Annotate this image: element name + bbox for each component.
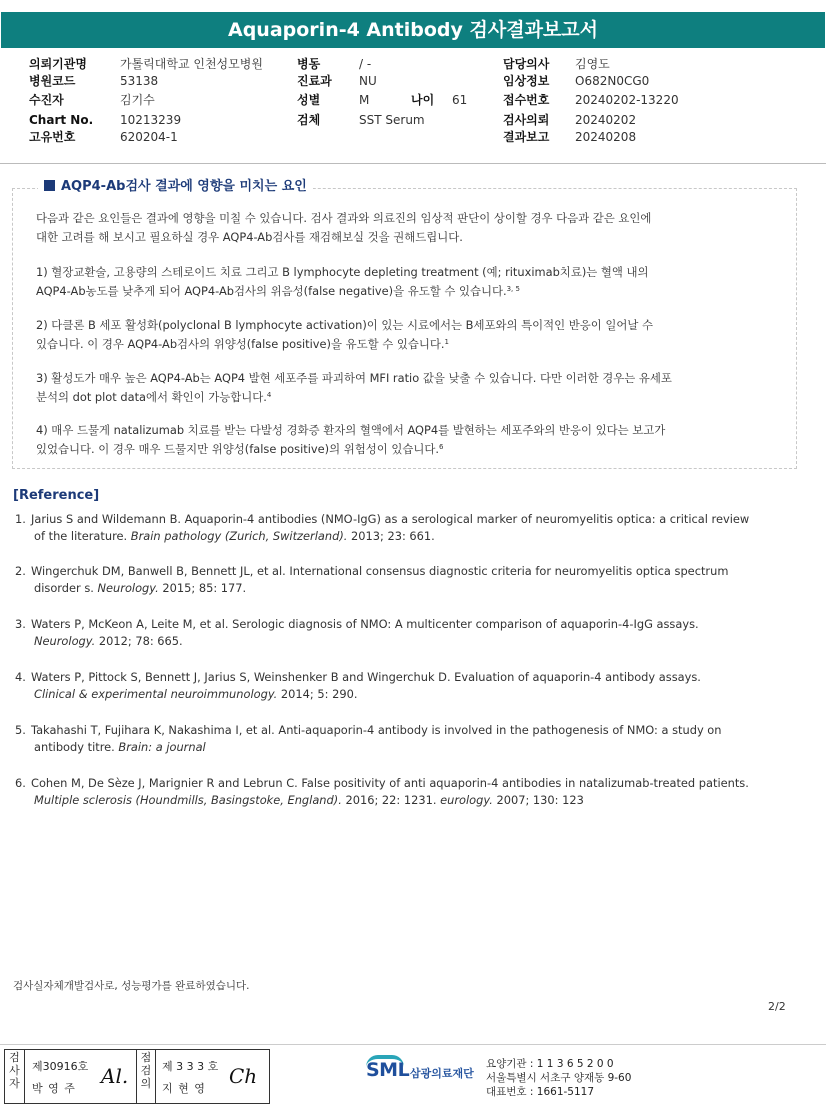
checker-label-text: 점검의 (140, 1051, 152, 1090)
info-label: 검사의뢰 (503, 113, 550, 127)
examiner-label-text: 검사자 (9, 1051, 20, 1090)
org-name: 삼광의료재단 (410, 1067, 474, 1080)
examiner-signature: Al. (101, 1064, 129, 1088)
info-col1 (29, 56, 263, 146)
text-line: 2) 다클론 B 세포 활성화(polyclonal B lymphocyte activation)이 있는 시료에서는 B세포와의 특이적인 반응이 일어날 수 (36, 318, 653, 332)
phone: 대표번호 : 1661-5117 (486, 1086, 595, 1098)
ref-line: Cohen M, De Sèze J, Marignier R and Lebrun C. False positivity of anti aquaporin-4 antibodies in natalizumab-treated patients. (31, 776, 749, 790)
citation-sup: 6 (438, 443, 444, 451)
ref-num: 5. (15, 723, 26, 737)
info-value: 53138 (120, 74, 159, 88)
ref-text: 2014; 5: 290. (280, 687, 358, 701)
info-value: 20240202 (575, 113, 637, 127)
ref-text: 2012; 78: 665. (98, 634, 183, 648)
ref-text: of the literature. (34, 529, 128, 543)
ref-text: 2013; 23: 661. (351, 529, 435, 543)
factors-intro (36, 209, 792, 247)
factor-2 (36, 316, 792, 354)
info-label: 접수번호 (503, 93, 550, 107)
checker-signature: Ch (229, 1064, 258, 1088)
info-value: O682N0CG0 (575, 74, 650, 88)
examiner-license: 제30916호 (32, 1060, 89, 1073)
info-value: NU (359, 74, 377, 88)
ref-text: antibody titre. (34, 740, 115, 754)
reference-item (15, 722, 805, 756)
reference-item (15, 616, 805, 650)
ref-journal: Brain pathology (Zurich, Switzerland). (130, 529, 348, 543)
sml-logo (364, 1055, 484, 1095)
info-value: M (359, 93, 370, 107)
info-value: 김영도 (575, 57, 610, 71)
checker-name: 지 현 영 (162, 1082, 206, 1095)
ref-num: 6. (15, 776, 26, 790)
factors-title (38, 178, 313, 196)
text-line: 3) 활성도가 매우 높은 AQP4-Ab는 AQP4 발현 세포주를 파괴하여 MFI ratio 값을 낮출 수 있습니다. 다만 이러한 경우는 유세포 (36, 371, 672, 385)
validation-note: 검사실자체개발검사로, 성능평가를 완료하였습니다. (13, 980, 250, 992)
info-label: 진료과 (297, 74, 332, 88)
ref-text: disorder s. (34, 581, 94, 595)
text-line: 있습니다. 이 경우 AQP4-Ab검사의 위양성(false positive)을 유도할 수 있습니다. (36, 337, 445, 351)
checker-label (136, 1050, 156, 1103)
info-value: 가톨릭대학교 인천성모병원 (120, 57, 263, 71)
age-label: 나이 (411, 93, 435, 107)
care-org-number: 요양기관 : 1 1 3 6 5 2 0 0 (486, 1058, 614, 1070)
info-label: 결과보고 (503, 130, 550, 144)
reference-item (15, 775, 805, 809)
factor-4 (36, 421, 792, 459)
info-col2 (297, 56, 467, 129)
ref-text: 2016; 22: 1231. (345, 793, 437, 807)
info-value: 20240202-13220 (575, 93, 679, 107)
info-label: 수진자 (29, 93, 64, 107)
info-label: 병동 (297, 57, 321, 71)
reference-item (15, 511, 805, 545)
ref-num: 2. (15, 564, 26, 578)
page-number: 2/2 (768, 1000, 786, 1013)
examiner-name: 박 영 주 (32, 1082, 76, 1095)
info-label: 의뢰기관명 (29, 57, 87, 71)
age-value: 61 (452, 93, 468, 107)
ref-line: Jarius S and Wildemann B. Aquaporin-4 antibodies (NMO-IgG) as a serological marker of neuromyelitis optica: a critical review (31, 512, 750, 526)
ref-journal: Multiple sclerosis (Houndmills, Basingstoke, England). (34, 793, 342, 807)
citation-sup: 1 (444, 338, 449, 346)
citation-sup: 4 (266, 391, 272, 399)
ref-journal: Clinical & experimental neuroimmunology. (34, 687, 278, 701)
logo-text: SML (366, 1059, 410, 1081)
ref-journal: Neurology. (97, 581, 159, 595)
text-line: 4) 매우 드물게 natalizumab 치료를 받는 다발성 경화증 환자의 혈액에서 AQP4를 발현하는 세포주와의 반응이 있다는 보고가 (36, 423, 666, 437)
info-label: 병원코드 (29, 74, 76, 88)
info-value: / - (359, 57, 372, 71)
info-label: Chart No. (29, 113, 94, 127)
info-value: SST Serum (359, 113, 425, 127)
reference-heading: [Reference] (13, 488, 100, 503)
ref-num: 3. (15, 617, 26, 631)
footer-address (486, 1057, 631, 1099)
ref-text: 2007; 130: 123 (496, 793, 584, 807)
info-value: 10213239 (120, 113, 182, 127)
ref-num: 1. (15, 512, 26, 526)
ref-num: 4. (15, 670, 26, 684)
header-divider (0, 163, 826, 164)
text-line: AQP4-Ab농도를 낮추게 되어 AQP4-Ab검사의 위음성(false negative)을 유도할 수 있습니다. (36, 284, 507, 298)
info-label: 성별 (297, 93, 321, 107)
ref-text: 2015; 85: 177. (162, 581, 247, 595)
citation-sup: 3, 5 (506, 285, 520, 293)
text-line: 분석의 dot plot data에서 확인이 가능합니다. (36, 390, 267, 404)
factor-3 (36, 369, 792, 407)
ref-line: Waters P, McKeon A, Leite M, et al. Serologic diagnosis of NMO: A multicenter comparison of aquaporin-4-IgG assays. (31, 617, 699, 631)
info-value: 620204-1 (120, 130, 178, 144)
address: 서울특별시 서초구 양재동 9-60 (486, 1072, 632, 1084)
text-line: 다음과 같은 요인들은 결과에 영향을 미칠 수 있습니다. 검사 결과와 의료진의 임상적 판단이 상이할 경우 다음과 같은 요인에 (36, 211, 652, 225)
text-line: 있었습니다. 이 경우 매우 드물지만 위양성(false positive)의 위험성이 있습니다. (36, 442, 439, 456)
reference-item (15, 563, 805, 597)
info-label: 검체 (297, 113, 321, 127)
factor-1 (36, 263, 792, 301)
ref-journal: eurology. (440, 793, 493, 807)
ref-line: Takahashi T, Fujihara K, Nakashima I, et al. Anti-aquaporin-4 antibody is involved in the pathogenesis of NMO: a study on (31, 723, 722, 737)
footer-divider (0, 1044, 826, 1045)
info-label: 담당의사 (503, 57, 550, 71)
text-line: 1) 혈장교환술, 고용량의 스테로이드 치료 그리고 B lymphocyte depleting treatment (예; rituximab치료)는 혈액 내의 (36, 265, 649, 279)
square-bullet-icon (44, 180, 55, 191)
ref-journal: Neurology. (34, 634, 96, 648)
info-value: 20240208 (575, 130, 637, 144)
signature-box (4, 1049, 270, 1104)
reference-item (15, 669, 805, 703)
factors-title-text: AQP4-Ab검사 결과에 영향을 미치는 요인 (61, 179, 307, 194)
info-value: 김기수 (120, 93, 155, 107)
ref-line: Wingerchuk DM, Banwell B, Bennett JL, et al. International consensus diagnostic criteria for neuromyelitis optica spectrum (31, 564, 729, 578)
text-line: 대한 고려를 해 보시고 필요하실 경우 AQP4-Ab검사를 재검해보실 것을 권해드립니다. (36, 230, 463, 244)
info-label: 고유번호 (29, 130, 76, 144)
report-title: Aquaporin-4 Antibody 검사결과보고서 (1, 12, 825, 48)
ref-journal: Brain: a journal (118, 740, 206, 754)
checker-license: 제 3 3 3 호 (162, 1060, 219, 1073)
info-col3 (503, 56, 679, 146)
examiner-label (5, 1050, 25, 1103)
info-label: 임상정보 (503, 74, 550, 88)
ref-line: Waters P, Pittock S, Bennett J, Jarius S, Weinshenker B and Wingerchuk D. Evaluation of aquaporin-4 antibody assays. (31, 670, 701, 684)
